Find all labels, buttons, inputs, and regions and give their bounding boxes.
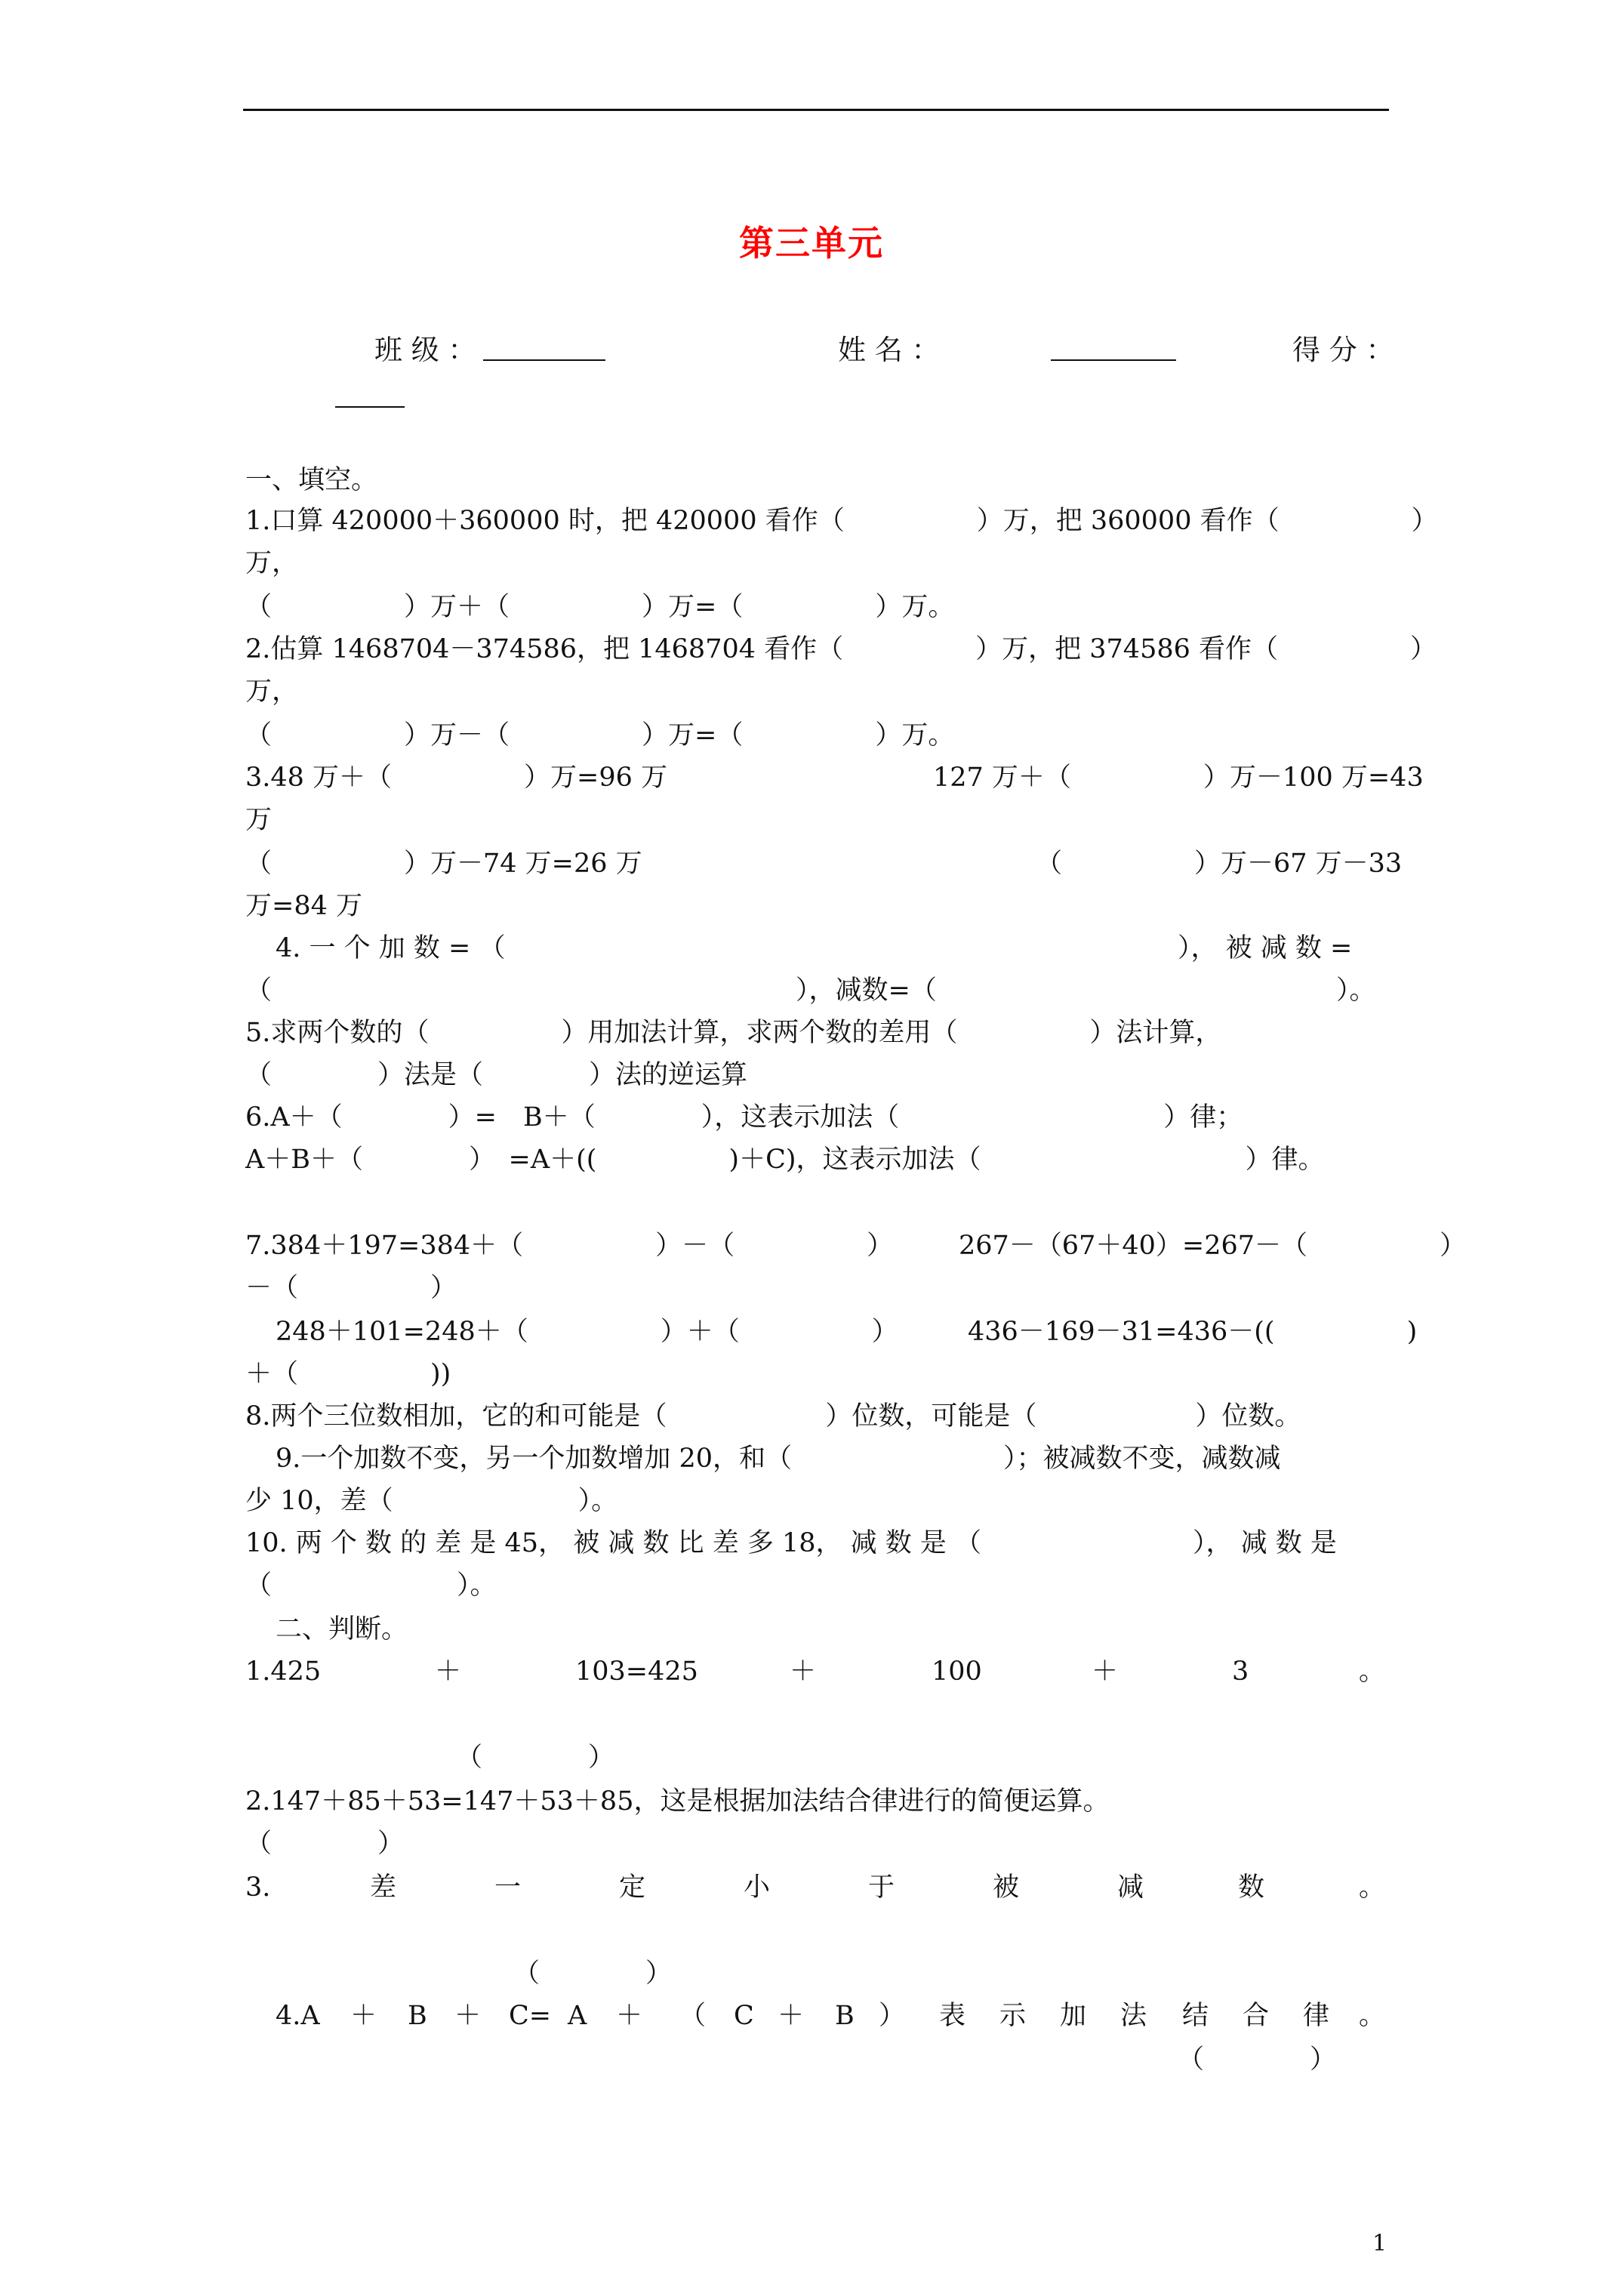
q7-line3a: 248＋101=248＋（ ）＋（ ） xyxy=(276,1317,898,1347)
q4-line2b: ），减数=（ xyxy=(796,975,937,1006)
q2-line2: 万， xyxy=(245,676,299,707)
q3-line1b: 127 万＋（ ）万－100 万=43 xyxy=(933,763,1424,793)
q1-line2: 万， xyxy=(245,548,299,578)
j4-part: 法 xyxy=(1120,2001,1147,2031)
j4-part: 表 xyxy=(939,2001,966,2031)
j1-part: 1.425 xyxy=(245,1657,322,1687)
page-number: 1 xyxy=(1372,2230,1387,2257)
j4-part: 合 xyxy=(1243,2001,1270,2031)
q10-line2: （ ）。 xyxy=(245,1570,497,1601)
q8-line1: 8.两个三位数相加，它的和可能是（ ）位数，可能是（ ）位数。 xyxy=(245,1401,1301,1432)
j1-part: 103=425 xyxy=(575,1657,698,1687)
q2-line1: 2.估算 1468704－374586，把 1468704 看作（ ）万，把 374586 看作（ ） xyxy=(245,634,1437,664)
j4-part: （ xyxy=(679,2001,707,2031)
j4-part: ） xyxy=(879,2001,906,2031)
class-blank xyxy=(483,337,605,361)
section2-heading: 二、判断。 xyxy=(276,1614,408,1644)
j3-part: 小 xyxy=(744,1872,771,1903)
j4-part: B xyxy=(835,2001,855,2031)
q4-line1a: 4. 一 个 加 数 = （ xyxy=(276,933,506,963)
name-label: 姓 名 ： xyxy=(838,334,940,366)
q1-line1: 1.口算 420000＋360000 时，把 420000 看作（ ）万，把 360000 看作（ ） xyxy=(245,506,1438,536)
j1-answer-paren[interactable]: （ ） xyxy=(456,1743,615,1773)
j4-part: 加 xyxy=(1060,2001,1087,2031)
j1-part: ＋ xyxy=(435,1657,462,1687)
j2-line1: 2.147＋85＋53=147＋53＋85，这是根据加法结合律进行的简便运算。 xyxy=(245,1786,1110,1817)
j3-answer-paren[interactable]: （ ） xyxy=(513,1959,673,1989)
q2-line3: （ ）万－（ ）万=（ ）万。 xyxy=(245,720,955,750)
q9-line2: 少 10，差（ ）。 xyxy=(245,1486,618,1516)
q7-line2: －（ ） xyxy=(245,1273,457,1303)
j4-part: A xyxy=(568,2001,587,2031)
j4-part: C= xyxy=(509,2001,552,2031)
j3-part: 定 xyxy=(619,1872,646,1903)
q5-line2: （ ）法是（ ）法的逆运算 xyxy=(245,1060,748,1090)
q3-line1a: 3.48 万＋（ ）万=96 万 xyxy=(245,763,668,793)
j3-part: 一 xyxy=(494,1872,522,1903)
j2-answer-paren[interactable]: （ ） xyxy=(245,1829,405,1859)
j3-part: 3. xyxy=(245,1872,271,1903)
q3-line3b: （ ）万－67 万－33 xyxy=(1036,849,1403,879)
q4-line2c: ）。 xyxy=(1336,975,1376,1006)
j4-part: ＋ xyxy=(616,2001,643,2031)
j1-part: 100 xyxy=(932,1657,982,1687)
score-blank xyxy=(335,384,405,408)
q6-line1: 6.A＋（ ）= B＋（ ），这表示加法（ ）律； xyxy=(245,1102,1243,1133)
j4-part: ＋ xyxy=(350,2001,377,2031)
j4-part: 律 xyxy=(1303,2001,1330,2031)
j3-part: 数 xyxy=(1238,1872,1265,1903)
j4-part: 结 xyxy=(1182,2001,1209,2031)
score-label: 得 分 ： xyxy=(1292,334,1394,366)
q6-line2: A＋B＋（ ） =A＋(( )＋C)，这表示加法（ ）律。 xyxy=(245,1145,1325,1175)
j1-part: ＋ xyxy=(790,1657,817,1687)
q3-line2: 万 xyxy=(245,805,273,835)
j4-part: C xyxy=(734,2001,754,2031)
j4-part: ＋ xyxy=(778,2001,805,2031)
name-blank xyxy=(1051,337,1176,361)
page-title: 第三单元 xyxy=(739,223,884,264)
j4-part: B xyxy=(408,2001,427,2031)
j1-part: 。 xyxy=(1359,1657,1386,1687)
section1-heading: 一、填空。 xyxy=(245,465,378,495)
j4-part: 。 xyxy=(1359,2001,1386,2031)
j3-part: 被 xyxy=(993,1872,1020,1903)
j4-part: 4.A xyxy=(276,2001,320,2031)
q4-line1b: ）， 被 减 数 = xyxy=(1178,933,1353,963)
j4-part: ＋ xyxy=(454,2001,482,2031)
j4-part: 示 xyxy=(999,2001,1027,2031)
q7-line1b: 267－（67＋40）=267－（ ） xyxy=(959,1231,1467,1261)
q3-line4: 万=84 万 xyxy=(245,891,362,921)
j3-part: 。 xyxy=(1359,1872,1386,1903)
q7-line3b: 436－169－31=436－(( ) xyxy=(968,1317,1418,1347)
q7-line4: ＋（ )) xyxy=(245,1359,451,1389)
j1-part: ＋ xyxy=(1092,1657,1119,1687)
q9-line1: 9.一个加数不变，另一个加数增加 20，和（ ）；被减数不变，减数减 xyxy=(276,1444,1281,1474)
q10-line1: 10. 两 个 数 的 差 是 45， 被 减 数 比 差 多 18， 减 数 是 （ ）， 减 数 是 xyxy=(245,1528,1337,1558)
q4-line2a: （ xyxy=(245,975,273,1006)
j1-part: 3 xyxy=(1232,1657,1249,1687)
q1-line3: （ ）万＋（ ）万=（ ）万。 xyxy=(245,592,955,622)
j4-answer-paren[interactable]: （ ） xyxy=(1178,2045,1337,2075)
j3-part: 于 xyxy=(868,1872,895,1903)
j3-part: 差 xyxy=(370,1872,397,1903)
q5-line1: 5.求两个数的（ ）用加法计算，求两个数的差用（ ）法计算， xyxy=(245,1018,1222,1048)
q3-line3a: （ ）万－74 万=26 万 xyxy=(245,849,642,879)
header-rule xyxy=(243,109,1389,111)
class-label: 班 级 ： xyxy=(374,334,476,366)
j3-part: 减 xyxy=(1117,1872,1144,1903)
q7-line1a: 7.384＋197=384＋（ ）－（ ） xyxy=(245,1231,894,1261)
